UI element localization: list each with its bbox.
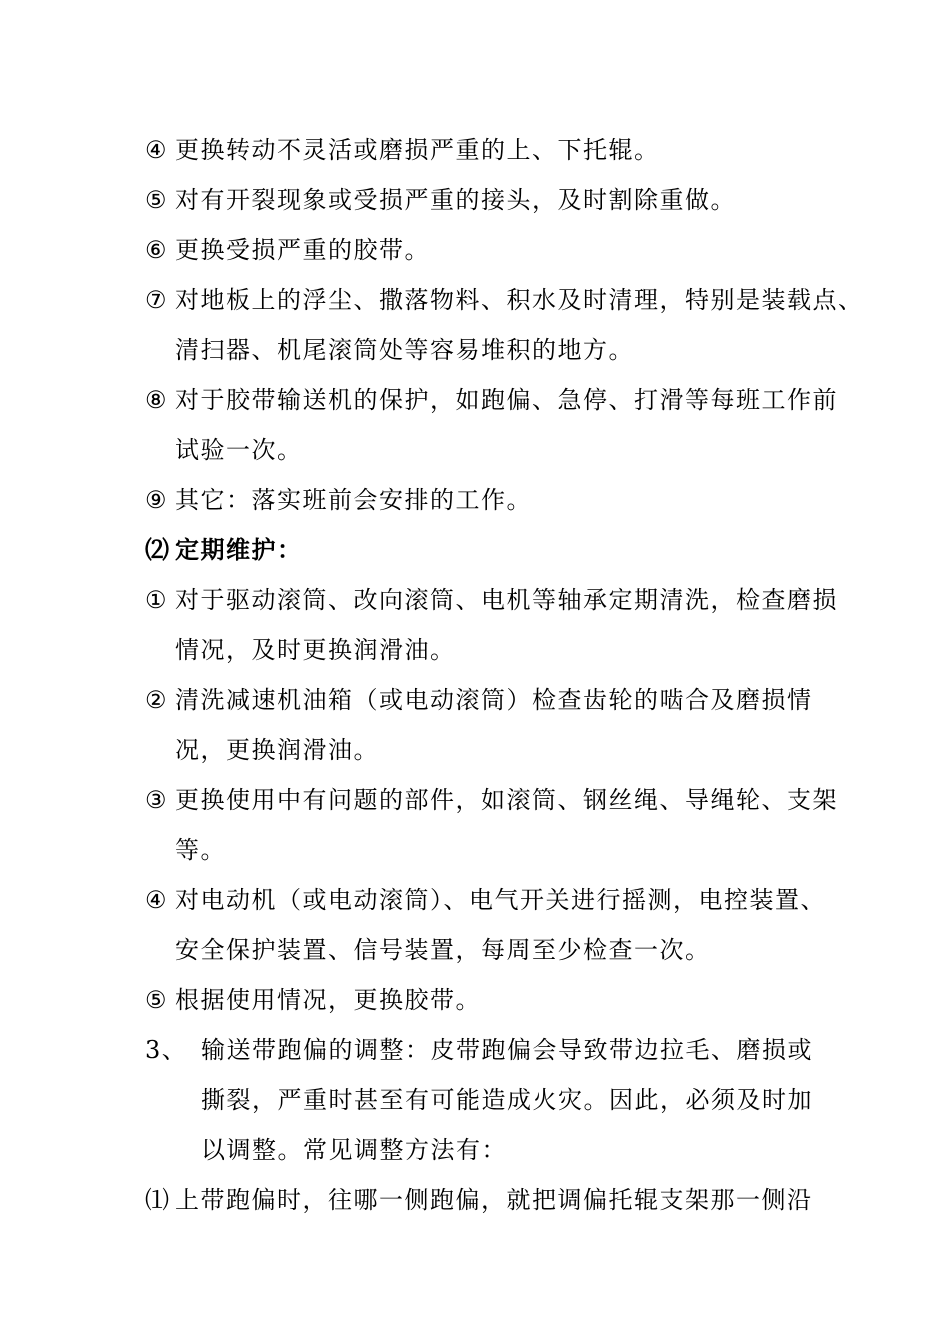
list-item: [145, 285, 864, 315]
item-marker: ②: [145, 686, 169, 714]
list-item-continuation: [175, 435, 303, 465]
section-text: 撕裂，严重时甚至有可能造成火灾。因此，必须及时加: [201, 1086, 813, 1114]
list-item: [145, 485, 532, 515]
item-marker: ⑤: [145, 186, 169, 214]
item-marker: ④: [145, 136, 169, 164]
list-item: [145, 985, 481, 1015]
item-text: 对电动机（或电动滚筒）、电气开关进行摇测，电控装置、: [175, 886, 826, 914]
list-item: [145, 585, 838, 615]
item-marker: ⑨: [145, 486, 169, 514]
list-item: [145, 185, 736, 215]
section-number: 3、: [145, 1036, 188, 1064]
item-text: 清洗减速机油箱（或电动滚筒）检查齿轮的啮合及磨损情: [175, 686, 813, 714]
list-item: [145, 135, 660, 165]
numbered-section: [145, 1035, 813, 1065]
section-continuation: [201, 1085, 813, 1115]
item-marker: ①: [145, 586, 169, 614]
item-marker: ⑵: [145, 535, 171, 564]
item-marker: ⑦: [145, 286, 169, 314]
item-text: 更换使用中有问题的部件，如滚筒、钢丝绳、导绳轮、支架: [175, 786, 838, 814]
list-item-continuation: [175, 635, 456, 665]
list-item-continuation: [175, 335, 634, 365]
section-text: 以调整。常见调整方法有：: [201, 1136, 507, 1164]
list-item: [145, 785, 838, 815]
item-marker: ⑥: [145, 236, 169, 264]
section-continuation: [201, 1135, 507, 1165]
item-text: 等。: [175, 836, 226, 864]
list-item-continuation: [175, 935, 711, 965]
item-text: 安全保护装置、信号装置，每周至少检查一次。: [175, 936, 711, 964]
item-text: 情况，及时更换润滑油。: [175, 636, 456, 664]
list-item: [145, 1185, 813, 1215]
item-marker: ⑧: [145, 386, 169, 414]
item-text: 上带跑偏时，往哪一侧跑偏，就把调偏托辊支架那一侧沿: [175, 1186, 813, 1214]
item-marker: ⑤: [145, 986, 169, 1014]
item-text: 根据使用情况，更换胶带。: [175, 986, 481, 1014]
list-item-continuation: [175, 835, 226, 865]
item-marker: ④: [145, 886, 169, 914]
section-text: 输送带跑偏的调整：皮带跑偏会导致带边拉毛、磨损或: [201, 1036, 813, 1064]
item-text: 其它：落实班前会安排的工作。: [175, 486, 532, 514]
heading-text: 定期维护：: [175, 535, 303, 564]
list-item-continuation: [175, 735, 379, 765]
item-marker: ⑴: [145, 1186, 171, 1214]
section-heading: [145, 535, 303, 565]
item-marker: ③: [145, 786, 169, 814]
list-item: [145, 685, 813, 715]
item-text: 对有开裂现象或受损严重的接头，及时割除重做。: [175, 186, 736, 214]
item-text: 试验一次。: [175, 436, 303, 464]
item-text: 更换受损严重的胶带。: [175, 236, 430, 264]
list-item: [145, 885, 826, 915]
item-text: 对于胶带输送机的保护，如跑偏、急停、打滑等每班工作前: [175, 386, 838, 414]
item-text: 对地板上的浮尘、撒落物料、积水及时清理，特别是装载点、: [175, 286, 864, 314]
item-text: 更换转动不灵活或磨损严重的上、下托辊。: [175, 136, 660, 164]
list-item: [145, 235, 430, 265]
item-text: 清扫器、机尾滚筒处等容易堆积的地方。: [175, 336, 634, 364]
list-item: [145, 385, 838, 415]
item-text: 对于驱动滚筒、改向滚筒、电机等轴承定期清洗，检查磨损: [175, 586, 838, 614]
item-text: 况，更换润滑油。: [175, 736, 379, 764]
